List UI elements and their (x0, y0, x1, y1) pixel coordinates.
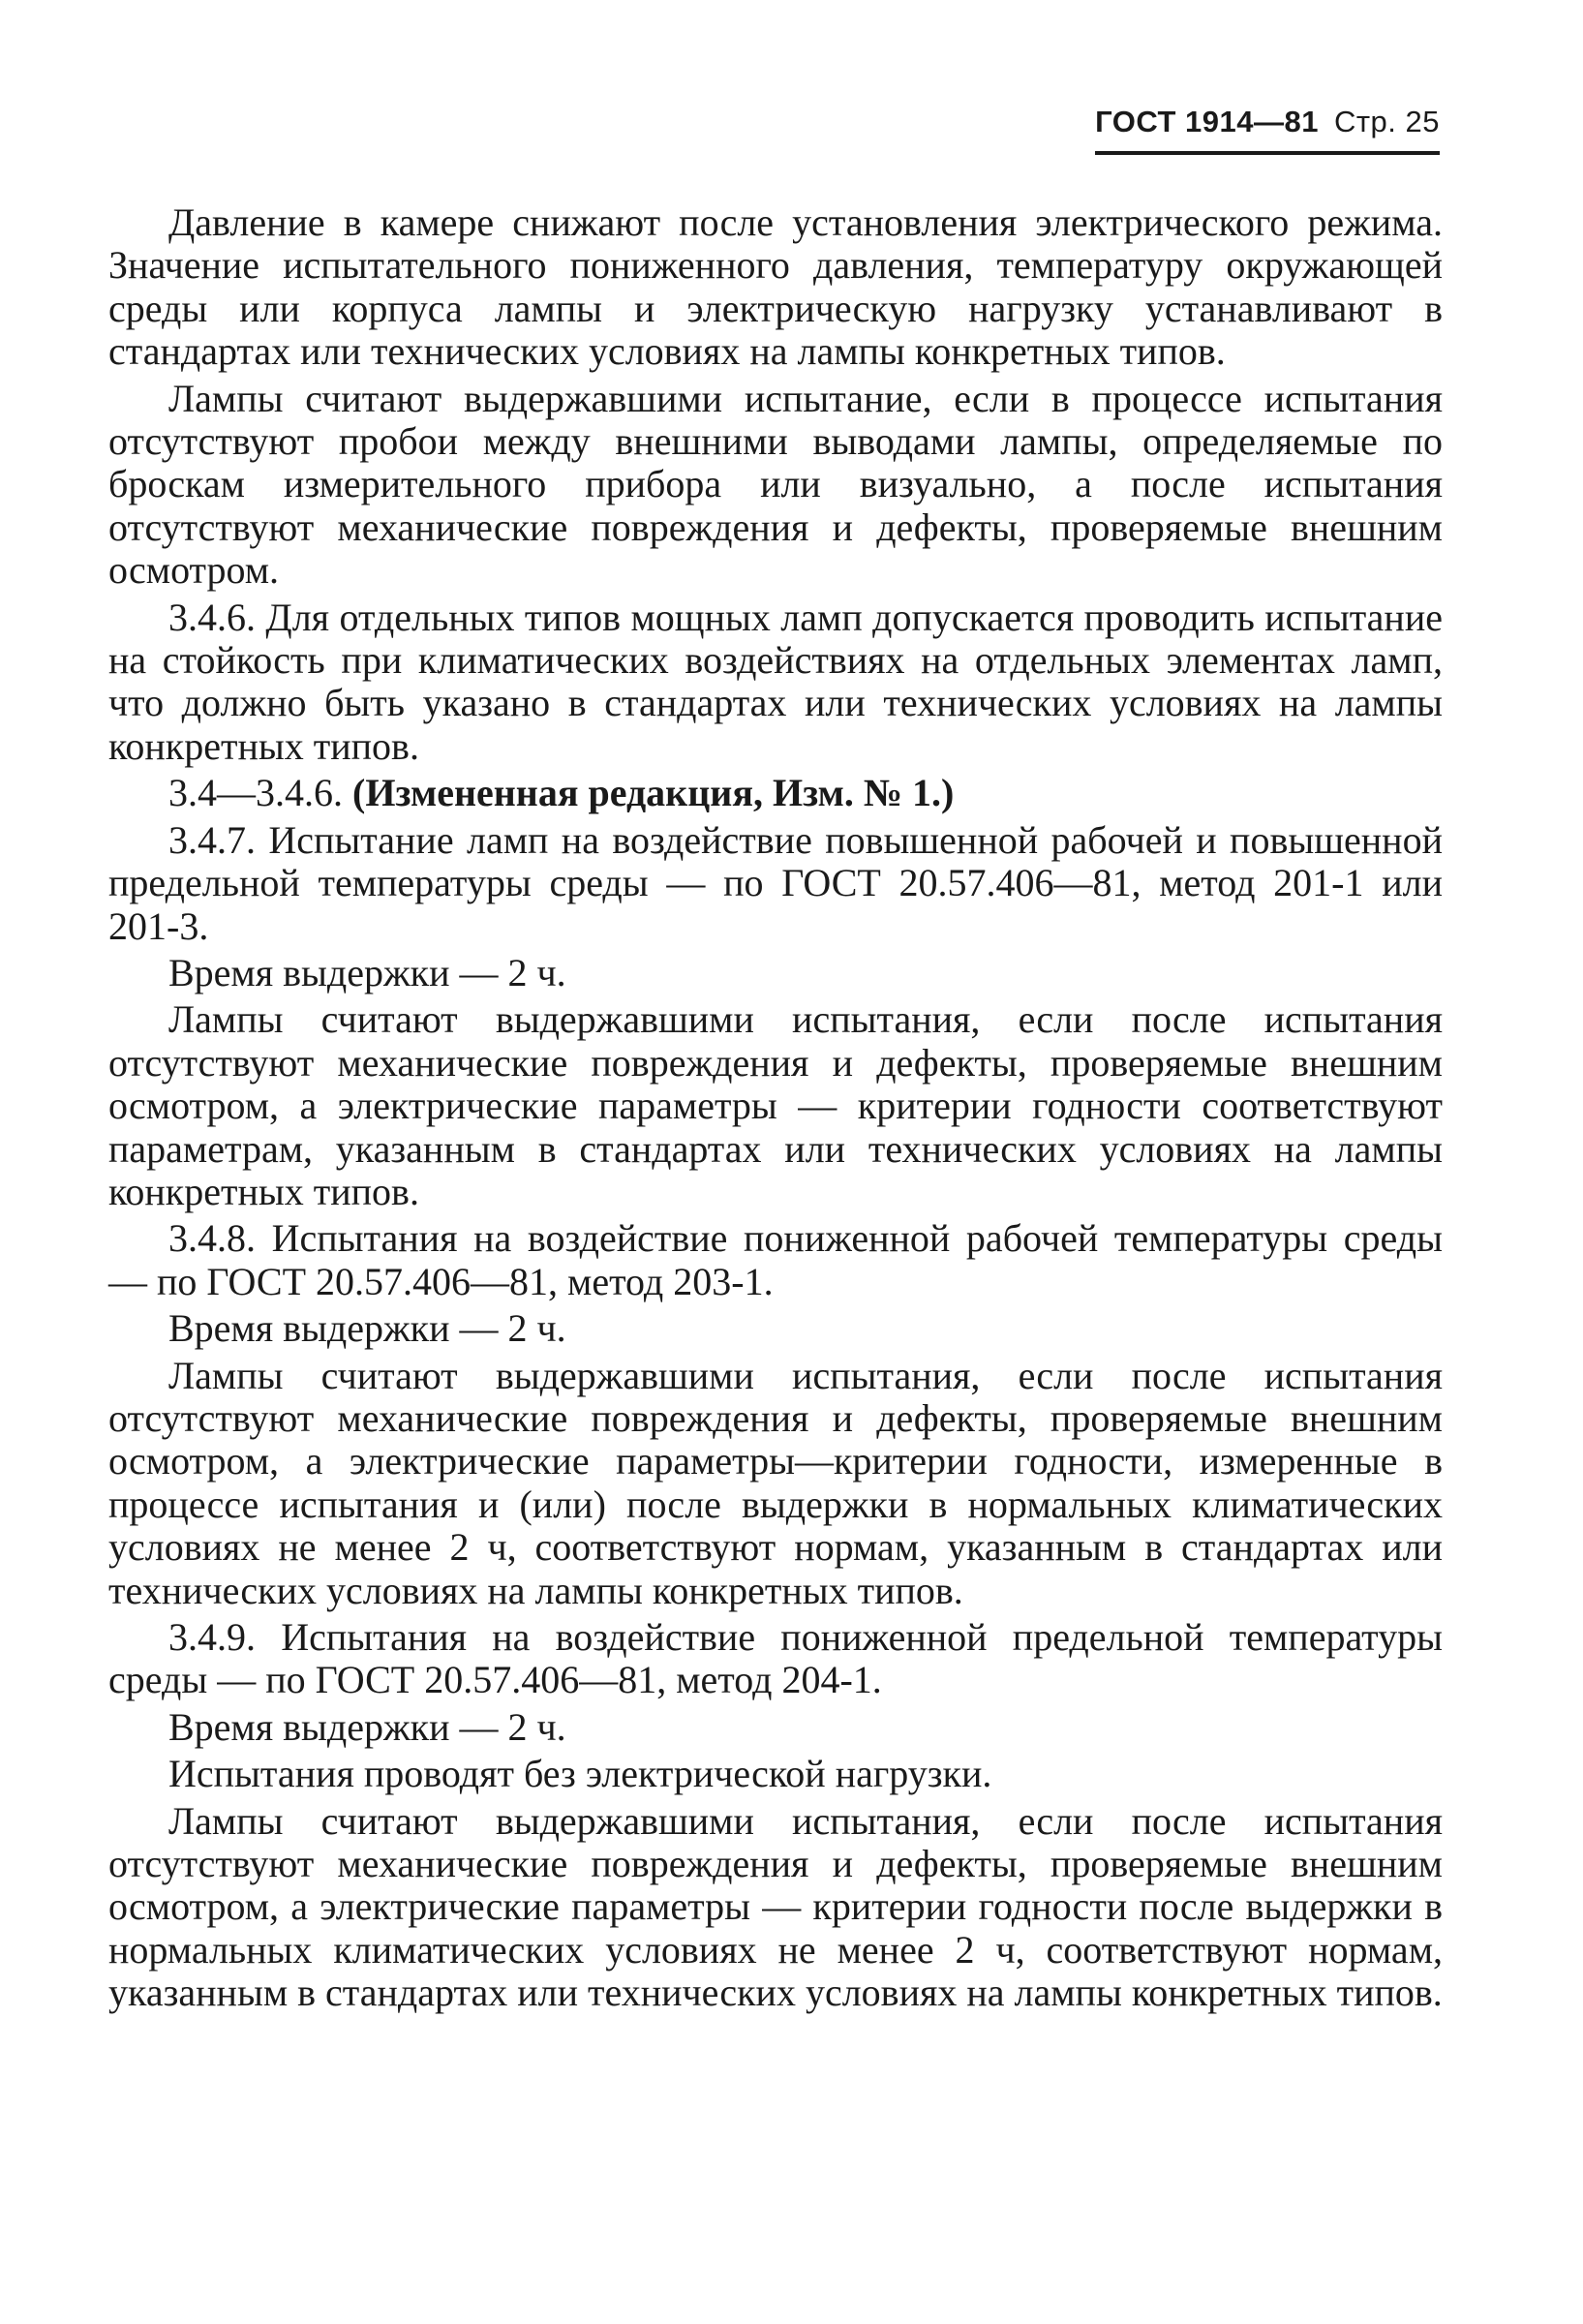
amendment-range: 3.4—3.4.6. (168, 771, 343, 815)
amendment-text: (Измененная редакция, Изм. № 1.) (352, 771, 955, 815)
paragraph: Лампы считают выдержавшими испытание, если в процессе испытания отсутствуют пробои между внешними выводами лампы, определяемые по броскам измерительного прибора или визуально, а после испытания отсутствуют механические повреждения и дефекты, проверяемые внешним осмотром. (108, 376, 1443, 593)
paragraph: Лампы считают выдержавшими испытания, если после испытания отсутствуют механические повреждения и дефекты, проверяемые внешним осмотром, а электрические параметры—критерии годности, измеренные в процессе испытания и (или) после выдержки в нормальных климатических условиях не менее 2 ч, соответствуют нормам, указанным в стандартах или технических условиях на лампы конкретных типов. (108, 1353, 1443, 1612)
paragraph: Лампы считают выдержавшими испытания, если после испытания отсутствуют механические повреждения и дефекты, проверяемые внешним осмотром, а электрические параметры — критерии годности после выдержки в нормальных климатических условиях не менее 2 ч, соответствуют нормам, указанным в стандартах или технических условиях на лампы конкретных типов. (108, 1798, 1443, 2015)
page-header (1095, 105, 1440, 155)
standard-number: ГОСТ 1914—81 (1095, 105, 1319, 138)
amendment-note (108, 772, 1443, 814)
paragraph-hold-time: Время выдержки — 2 ч. (168, 950, 566, 994)
paragraph-3-4-9: 3.4.9. Испытания на воздействие пониженной предельной температуры среды — по ГОСТ 20.57.406—81, метод 204-1. (108, 1615, 1443, 1702)
document-body (108, 201, 1443, 2019)
paragraph-hold-time: Время выдержки — 2 ч. (168, 1306, 566, 1351)
page-number: Стр. 25 (1333, 105, 1440, 138)
paragraph-3-4-6: 3.4.6. Для отдельных типов мощных ламп допускается проводить испытание на стойкость при климатических воздействиях на отдельных элементах ламп, что должно быть указано в стандартах или технических условиях на лампы конкретных типов. (108, 595, 1443, 768)
paragraph-3-4-7: 3.4.7. Испытание ламп на воздействие повышенной рабочей и повышенной предельной температуры среды — по ГОСТ 20.57.406—81, метод 201-1 или 201-3. (108, 817, 1443, 948)
paragraph: Испытания проводят без электрической нагрузки. (168, 1752, 992, 1796)
paragraph: Давление в камере снижают после установления электрического режима. Значение испытательного пониженного давления, температуру окружающей среды или корпуса лампы и электрическую нагрузку устанавливают в стандартах или технических условиях на лампы конкретных типов. (108, 200, 1443, 374)
paragraph: Лампы считают выдержавшими испытания, если после испытания отсутствуют механические повреждения и дефекты, проверяемые внешним осмотром, а электрические параметры — критерии годности соответствуют параметрам, указанным в стандартах или технических условиях на лампы конкретных типов. (108, 997, 1443, 1213)
paragraph-3-4-8: 3.4.8. Испытания на воздействие пониженной рабочей температуры среды — по ГОСТ 20.57.406—81, метод 203-1. (108, 1216, 1443, 1303)
paragraph-hold-time: Время выдержки — 2 ч. (168, 1704, 566, 1749)
